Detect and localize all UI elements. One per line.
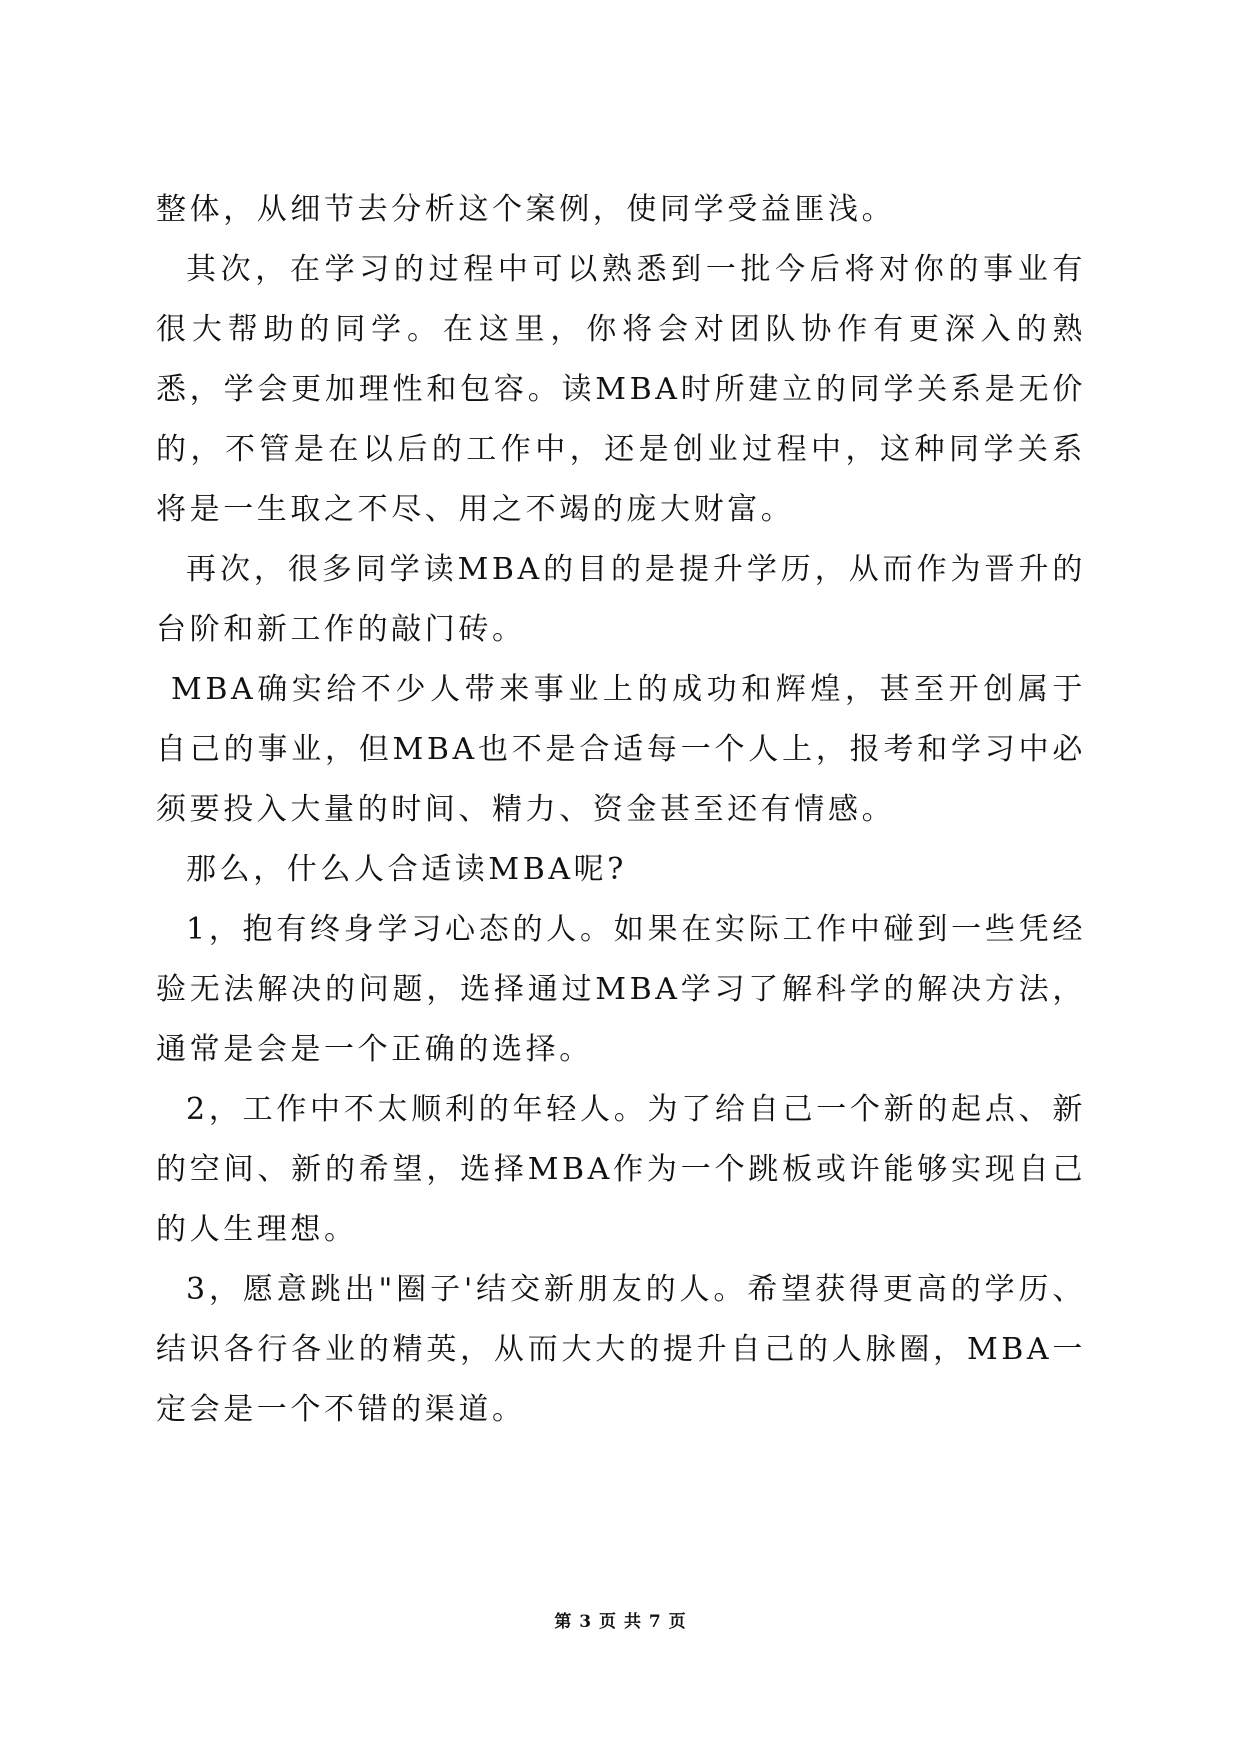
paragraph-who-should-study: 那么，什么人合适读MBA呢?	[186, 852, 627, 887]
list-item-lifelong-learners: 1，抱有终身学习心态的人。如果在实际工作中碰到一些凭经验无法解决的问题，选择通过MBA学习了解科学的解决方法，通常是会是一个正确的选择。	[156, 912, 1086, 1067]
paragraph-mba-success: MBA确实给不少人带来事业上的成功和辉煌，甚至开创属于自己的事业，但MBA也不是合适每一个人上，报考和学习中必须要投入大量的时间、精力、资金甚至还有情感。	[156, 672, 1086, 827]
list-item-young-workers: 2，工作中不太顺利的年轻人。为了给自己一个新的起点、新的空间、新的希望，选择MBA作为一个跳板或许能够实现自己的人生理想。	[156, 1092, 1086, 1247]
document-body	[156, 180, 1086, 1440]
list-item-networking: 3，愿意跳出"圈子'结交新朋友的人。希望获得更高的学历、结识各行各业的精英，从而大大的提升自己的人脉圈，MBA一定会是一个不错的渠道。	[156, 1272, 1086, 1427]
paragraph-classmates-network: 其次，在学习的过程中可以熟悉到一批今后将对你的事业有很大帮助的同学。在这里，你将会对团队协作有更深入的熟悉，学会更加理性和包容。读MBA时所建立的同学关系是无价的，不管是在以后的工作中，还是创业过程中，这种同学关系将是一生取之不尽、用之不竭的庞大财富。	[156, 252, 1086, 527]
paragraph-degree-upgrade: 再次，很多同学读MBA的目的是提升学历，从而作为晋升的台阶和新工作的敲门砖。	[156, 552, 1086, 647]
paragraph-continuation: 整体，从细节去分析这个案例，使同学受益匪浅。	[156, 192, 896, 227]
page-number-footer: 第 3 页 共 7 页	[554, 1612, 687, 1632]
